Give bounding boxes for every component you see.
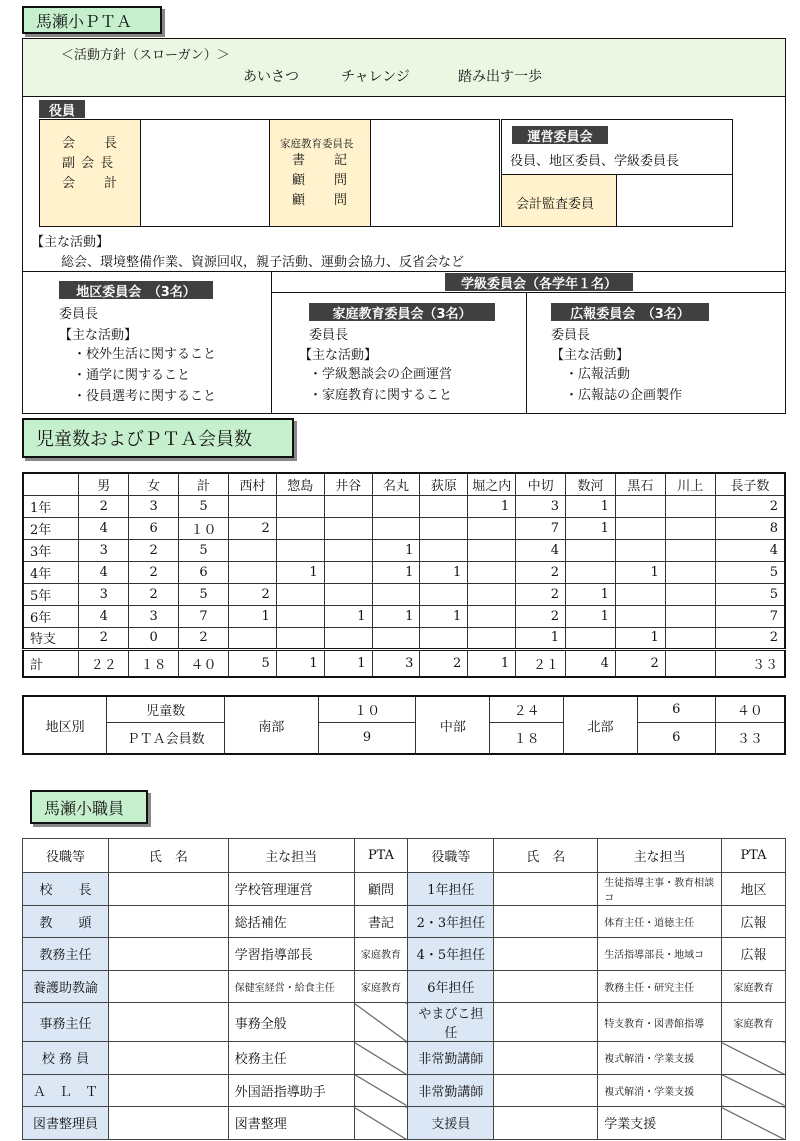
table-cell: 2 <box>129 539 179 561</box>
table-cell <box>420 627 468 649</box>
table-cell: 7 <box>715 605 785 627</box>
katei-chair-title: 家庭教育委員長 <box>280 138 354 150</box>
staff-name <box>494 1107 598 1140</box>
slogan-item: チャレンジ <box>341 69 410 85</box>
table-cell: 4 <box>79 605 129 627</box>
table-cell: 1 <box>372 561 420 583</box>
row-header: 計 <box>23 649 79 677</box>
staff-name <box>494 905 598 938</box>
table-cell: 4 <box>566 649 616 677</box>
officer-title: 顧 問 <box>292 173 349 188</box>
staff-title: 馬瀬小職員 <box>30 790 148 824</box>
staff-name <box>494 1074 598 1107</box>
slogan-box <box>23 39 785 97</box>
district-row-label: ＰＴＡ会員数 <box>107 722 225 754</box>
officers-label: 役員 <box>39 100 85 118</box>
column-header: 中切 <box>516 473 566 495</box>
table-cell: 1 <box>372 605 420 627</box>
kansa-label: 会計監査委員 <box>516 197 595 212</box>
column-header: 数河 <box>566 473 616 495</box>
table-cell <box>228 561 276 583</box>
table-cell <box>228 627 276 649</box>
table-cell <box>420 583 468 605</box>
table-row <box>23 627 785 649</box>
pta-organization-frame <box>22 38 786 414</box>
table-cell: 5 <box>179 539 229 561</box>
staff-role: 6年担任 <box>408 970 494 1003</box>
district-row-label: 児童数 <box>107 696 225 722</box>
staff-pta: 家庭教育 <box>721 970 785 1003</box>
table-cell: 1 <box>420 561 468 583</box>
district-value: ２４ <box>490 696 564 722</box>
officer-title: 会 計 <box>62 176 119 191</box>
staff-duty: 保健室経営・給食主任 <box>228 970 354 1003</box>
staff-role: 支援員 <box>408 1107 494 1140</box>
staff-duty: 生活指導部長・地域コ <box>598 938 722 971</box>
table-cell: 1 <box>615 627 665 649</box>
staff-pta <box>354 1074 408 1107</box>
chiku-item: ・役員選考に関すること <box>73 389 217 404</box>
column-header: 長子数 <box>715 473 785 495</box>
staff-name <box>108 905 228 938</box>
table-cell <box>665 539 715 561</box>
column-header: 役職等 <box>23 839 109 873</box>
column-header: 女 <box>129 473 179 495</box>
table-cell: 3 <box>79 539 129 561</box>
table-cell: １８ <box>129 649 179 677</box>
table-cell: 1 <box>468 495 516 517</box>
staff-row <box>23 1074 786 1107</box>
pta-title: 馬瀬小ＰＴＡ <box>22 6 162 34</box>
table-cell: 1 <box>468 649 516 677</box>
table-cell <box>566 539 616 561</box>
counts-title: 児童数およびＰＴＡ会員数 <box>22 418 294 458</box>
table-cell: 2 <box>129 583 179 605</box>
table-cell <box>420 539 468 561</box>
row-header: 5年 <box>23 583 79 605</box>
district-table <box>22 695 786 755</box>
table-header-row <box>23 473 785 495</box>
table-cell: 1 <box>566 605 616 627</box>
table-cell: 1 <box>615 561 665 583</box>
column-header: 惣島 <box>276 473 324 495</box>
table-cell: 2 <box>179 627 229 649</box>
table-cell <box>665 561 715 583</box>
district-value: １０ <box>318 696 416 722</box>
table-cell: ４０ <box>179 649 229 677</box>
koho-vline <box>526 292 527 413</box>
table-cell <box>324 495 372 517</box>
table-cell: 0 <box>129 627 179 649</box>
column-header: 名丸 <box>372 473 420 495</box>
koho-label: 広報委員会 （3名） <box>551 303 709 321</box>
table-cell: ２２ <box>79 649 129 677</box>
column-header: 主な担当 <box>598 839 722 873</box>
staff-duty: 学業支援 <box>598 1107 722 1140</box>
officers-activities-text: 総会、環境整備作業、資源回収，親子活動、運動会協力、反省会など <box>61 255 465 270</box>
staff-pta <box>354 1107 408 1140</box>
gakkyu-line <box>271 292 785 293</box>
table-cell: 2 <box>420 649 468 677</box>
row-header: 4年 <box>23 561 79 583</box>
column-header: 黒石 <box>615 473 665 495</box>
unei-box <box>501 119 733 175</box>
staff-duty: 教務主任・研究主任 <box>598 970 722 1003</box>
staff-pta <box>354 1042 408 1075</box>
column-header: 荻原 <box>420 473 468 495</box>
table-cell <box>566 561 616 583</box>
staff-name <box>494 1003 598 1042</box>
staff-role: 非常勤講師 <box>408 1042 494 1075</box>
unei-text: 役員、地区委員、学級委員長 <box>510 154 680 169</box>
table-cell: 3 <box>129 495 179 517</box>
staff-pta: 広報 <box>721 905 785 938</box>
table-cell: 2 <box>79 495 129 517</box>
table-cell <box>420 495 468 517</box>
table-cell: 4 <box>79 517 129 539</box>
table-cell <box>276 627 324 649</box>
staff-role: 養護助教諭 <box>23 970 109 1003</box>
officer-title: 副 会 長 <box>62 156 115 171</box>
table-row <box>23 539 785 561</box>
staff-row <box>23 970 786 1003</box>
column-header: 主な担当 <box>228 839 354 873</box>
table-cell: 2 <box>715 495 785 517</box>
staff-name <box>494 873 598 906</box>
column-header: PTA <box>721 839 785 873</box>
table-cell: 2 <box>516 583 566 605</box>
staff-role: 事務主任 <box>23 1003 109 1042</box>
staff-name <box>494 938 598 971</box>
staff-pta: 家庭教育 <box>354 938 408 971</box>
chiku-chair: 委員長 <box>59 307 99 322</box>
table-cell <box>615 605 665 627</box>
staff-name <box>108 1107 228 1140</box>
table-cell: 1 <box>566 583 616 605</box>
table-cell: 8 <box>715 517 785 539</box>
district-value: １８ <box>490 722 564 754</box>
table-cell: ２１ <box>516 649 566 677</box>
staff-role: 校 務 員 <box>23 1042 109 1075</box>
staff-name <box>494 1042 598 1075</box>
staff-name <box>108 938 228 971</box>
staff-role: Ａ Ｌ Ｔ <box>23 1074 109 1107</box>
column-header: 堀之内 <box>468 473 516 495</box>
district-value: 6 <box>637 722 715 754</box>
table-cell: 1 <box>324 605 372 627</box>
table-cell: 2 <box>715 627 785 649</box>
district-total: ３３ <box>715 722 785 754</box>
counts-table <box>22 472 786 678</box>
table-cell <box>615 583 665 605</box>
column-header: 計 <box>179 473 229 495</box>
district-south: 南部 <box>224 696 318 754</box>
table-cell: 6 <box>129 517 179 539</box>
row-header: 1年 <box>23 495 79 517</box>
table-cell: 5 <box>179 495 229 517</box>
staff-role: 1年担任 <box>408 873 494 906</box>
table-cell: 1 <box>566 495 616 517</box>
staff-pta: 書記 <box>354 905 408 938</box>
table-cell <box>324 517 372 539</box>
staff-pta: 顧問 <box>354 873 408 906</box>
table-cell: 4 <box>715 539 785 561</box>
table-cell: 1 <box>276 561 324 583</box>
table-cell <box>276 495 324 517</box>
table-cell: 2 <box>516 561 566 583</box>
staff-pta: 広報 <box>721 938 785 971</box>
staff-duty: 事務全般 <box>228 1003 354 1042</box>
row-header: 3年 <box>23 539 79 561</box>
table-cell <box>276 539 324 561</box>
table-cell <box>324 539 372 561</box>
staff-duty: 特支教育・図書館指導 <box>598 1003 722 1042</box>
staff-role: 4・5年担任 <box>408 938 494 971</box>
column-header: 氏 名 <box>108 839 228 873</box>
staff-duty: 体育主任・道徳主任 <box>598 905 722 938</box>
table-row <box>23 495 785 517</box>
katei-label: 家庭教育委員会（3名） <box>309 303 495 321</box>
table-cell: 2 <box>228 583 276 605</box>
table-cell: 1 <box>420 605 468 627</box>
column-header: 男 <box>79 473 129 495</box>
koho-chair: 委員長 <box>551 328 591 343</box>
slogan-item: 踏み出す一歩 <box>458 69 542 85</box>
staff-duty: 複式解消・学業支援 <box>598 1042 722 1075</box>
table-cell <box>665 649 715 677</box>
column-header: 西村 <box>228 473 276 495</box>
koho-heading: 【主な活動】 <box>551 348 630 363</box>
table-cell <box>372 517 420 539</box>
table-cell: 2 <box>615 649 665 677</box>
staff-role: 教務主任 <box>23 938 109 971</box>
staff-row <box>23 1003 786 1042</box>
table-cell <box>372 495 420 517</box>
staff-name <box>108 1074 228 1107</box>
table-row <box>23 517 785 539</box>
table-cell: 2 <box>228 517 276 539</box>
staff-duty: 総括補佐 <box>228 905 354 938</box>
staff-name <box>108 1003 228 1042</box>
table-cell <box>468 517 516 539</box>
row-header: 特支 <box>23 627 79 649</box>
table-cell <box>468 539 516 561</box>
staff-duty: 学習指導部長 <box>228 938 354 971</box>
staff-pta <box>721 1042 785 1075</box>
chiku-item: ・通学に関すること <box>73 368 191 383</box>
table-cell: 4 <box>516 539 566 561</box>
table-cell <box>420 517 468 539</box>
staff-duty: 校務主任 <box>228 1042 354 1075</box>
officer-title: 会 長 <box>62 136 119 151</box>
table-cell <box>665 627 715 649</box>
staff-row <box>23 873 786 906</box>
staff-duty: 図書整理 <box>228 1107 354 1140</box>
staff-row <box>23 1042 786 1075</box>
officer-title: 書 記 <box>292 153 349 168</box>
table-cell: 4 <box>79 561 129 583</box>
kansa-box <box>501 174 617 227</box>
staff-role: 校 長 <box>23 873 109 906</box>
officer-titles-2 <box>269 119 371 227</box>
column-header: 川上 <box>665 473 715 495</box>
table-cell: 3 <box>79 583 129 605</box>
column-header: 役職等 <box>408 839 494 873</box>
staff-pta <box>721 1074 785 1107</box>
staff-pta <box>721 1107 785 1140</box>
staff-pta: 地区 <box>721 873 785 906</box>
table-cell: 5 <box>228 649 276 677</box>
staff-row <box>23 1107 786 1140</box>
table-cell <box>665 583 715 605</box>
district-label: 地区別 <box>23 696 107 754</box>
staff-table <box>22 838 786 1140</box>
staff-row <box>23 938 786 971</box>
officer-names-1 <box>140 119 270 227</box>
column-header: 氏 名 <box>494 839 598 873</box>
district-value: 9 <box>318 722 416 754</box>
district-middle: 中部 <box>416 696 490 754</box>
table-cell: ３３ <box>715 649 785 677</box>
staff-pta: 家庭教育 <box>354 970 408 1003</box>
table-cell <box>276 605 324 627</box>
table-cell: 6 <box>179 561 229 583</box>
table-row <box>23 583 785 605</box>
staff-duty: 外国語指導助手 <box>228 1074 354 1107</box>
table-cell <box>615 517 665 539</box>
table-cell <box>276 517 324 539</box>
table-cell: 5 <box>715 561 785 583</box>
column-header: PTA <box>354 839 408 873</box>
table-cell <box>276 583 324 605</box>
table-cell: 1 <box>372 539 420 561</box>
table-total-row <box>23 649 785 677</box>
committee-divider <box>23 271 785 272</box>
table-row <box>23 605 785 627</box>
row-header: 6年 <box>23 605 79 627</box>
staff-pta: 家庭教育 <box>721 1003 785 1042</box>
table-cell: １０ <box>179 517 229 539</box>
table-cell: 1 <box>516 627 566 649</box>
table-cell <box>324 561 372 583</box>
staff-duty: 生徒指導主事・教育相談コ <box>598 873 722 906</box>
staff-name <box>108 1042 228 1075</box>
katei-item: ・学級懇談会の企画運営 <box>309 367 453 382</box>
table-cell <box>372 583 420 605</box>
katei-item: ・家庭教育に関すること <box>309 388 453 403</box>
officer-names-2 <box>370 119 500 227</box>
staff-pta <box>354 1003 408 1042</box>
staff-duty: 学校管理運営 <box>228 873 354 906</box>
table-cell <box>615 495 665 517</box>
table-cell: 7 <box>516 517 566 539</box>
kansa-names <box>616 174 733 227</box>
table-cell <box>468 561 516 583</box>
table-cell: 1 <box>276 649 324 677</box>
staff-name <box>108 873 228 906</box>
table-cell: 3 <box>516 495 566 517</box>
table-cell <box>665 517 715 539</box>
column-header <box>23 473 79 495</box>
staff-header-row <box>23 839 786 873</box>
table-cell: 7 <box>179 605 229 627</box>
table-cell: 5 <box>179 583 229 605</box>
slogan-label: ＜活動方針（スローガン）＞ <box>61 48 230 63</box>
staff-role: 図書整理員 <box>23 1107 109 1140</box>
table-cell <box>324 627 372 649</box>
staff-row <box>23 905 786 938</box>
table-row <box>23 561 785 583</box>
column-header: 井谷 <box>324 473 372 495</box>
table-cell <box>324 583 372 605</box>
table-cell <box>372 627 420 649</box>
row-header: 2年 <box>23 517 79 539</box>
table-cell: 3 <box>129 605 179 627</box>
table-cell <box>615 539 665 561</box>
gakkyu-label: 学級委員会（各学年１名） <box>445 273 633 291</box>
table-cell: 2 <box>129 561 179 583</box>
unei-label: 運営委員会 <box>512 126 608 144</box>
table-cell <box>665 605 715 627</box>
table-cell: 1 <box>324 649 372 677</box>
table-cell <box>665 495 715 517</box>
katei-chair: 委員長 <box>309 328 349 343</box>
district-value: 6 <box>637 696 715 722</box>
table-cell: 1 <box>228 605 276 627</box>
staff-role: やまびこ担任 <box>408 1003 494 1042</box>
slogan-item: あいさつ <box>243 69 299 85</box>
koho-item: ・広報誌の企画製作 <box>565 388 683 403</box>
chiku-item: ・校外生活に関すること <box>73 347 217 362</box>
staff-name <box>494 970 598 1003</box>
district-total: ４０ <box>715 696 785 722</box>
chiku-heading: 【主な活動】 <box>59 328 138 343</box>
table-cell: 1 <box>566 517 616 539</box>
officers-activities-heading: 【主な活動】 <box>31 235 110 250</box>
table-cell <box>566 627 616 649</box>
table-cell: 3 <box>372 649 420 677</box>
table-cell <box>468 605 516 627</box>
staff-duty: 複式解消・学業支援 <box>598 1074 722 1107</box>
table-cell: 5 <box>715 583 785 605</box>
staff-name <box>108 970 228 1003</box>
table-cell <box>468 627 516 649</box>
table-cell <box>228 539 276 561</box>
table-cell: 2 <box>516 605 566 627</box>
staff-role: 非常勤講師 <box>408 1074 494 1107</box>
officer-titles-1 <box>39 119 141 227</box>
koho-item: ・広報活動 <box>565 367 631 382</box>
table-cell <box>228 495 276 517</box>
staff-role: 2・3年担任 <box>408 905 494 938</box>
table-cell: 2 <box>79 627 129 649</box>
district-north: 北部 <box>564 696 638 754</box>
officer-title: 顧 問 <box>292 193 349 208</box>
katei-heading: 【主な活動】 <box>299 348 378 363</box>
chiku-label: 地区委員会 （3名） <box>59 281 213 299</box>
table-cell <box>468 583 516 605</box>
staff-role: 教 頭 <box>23 905 109 938</box>
